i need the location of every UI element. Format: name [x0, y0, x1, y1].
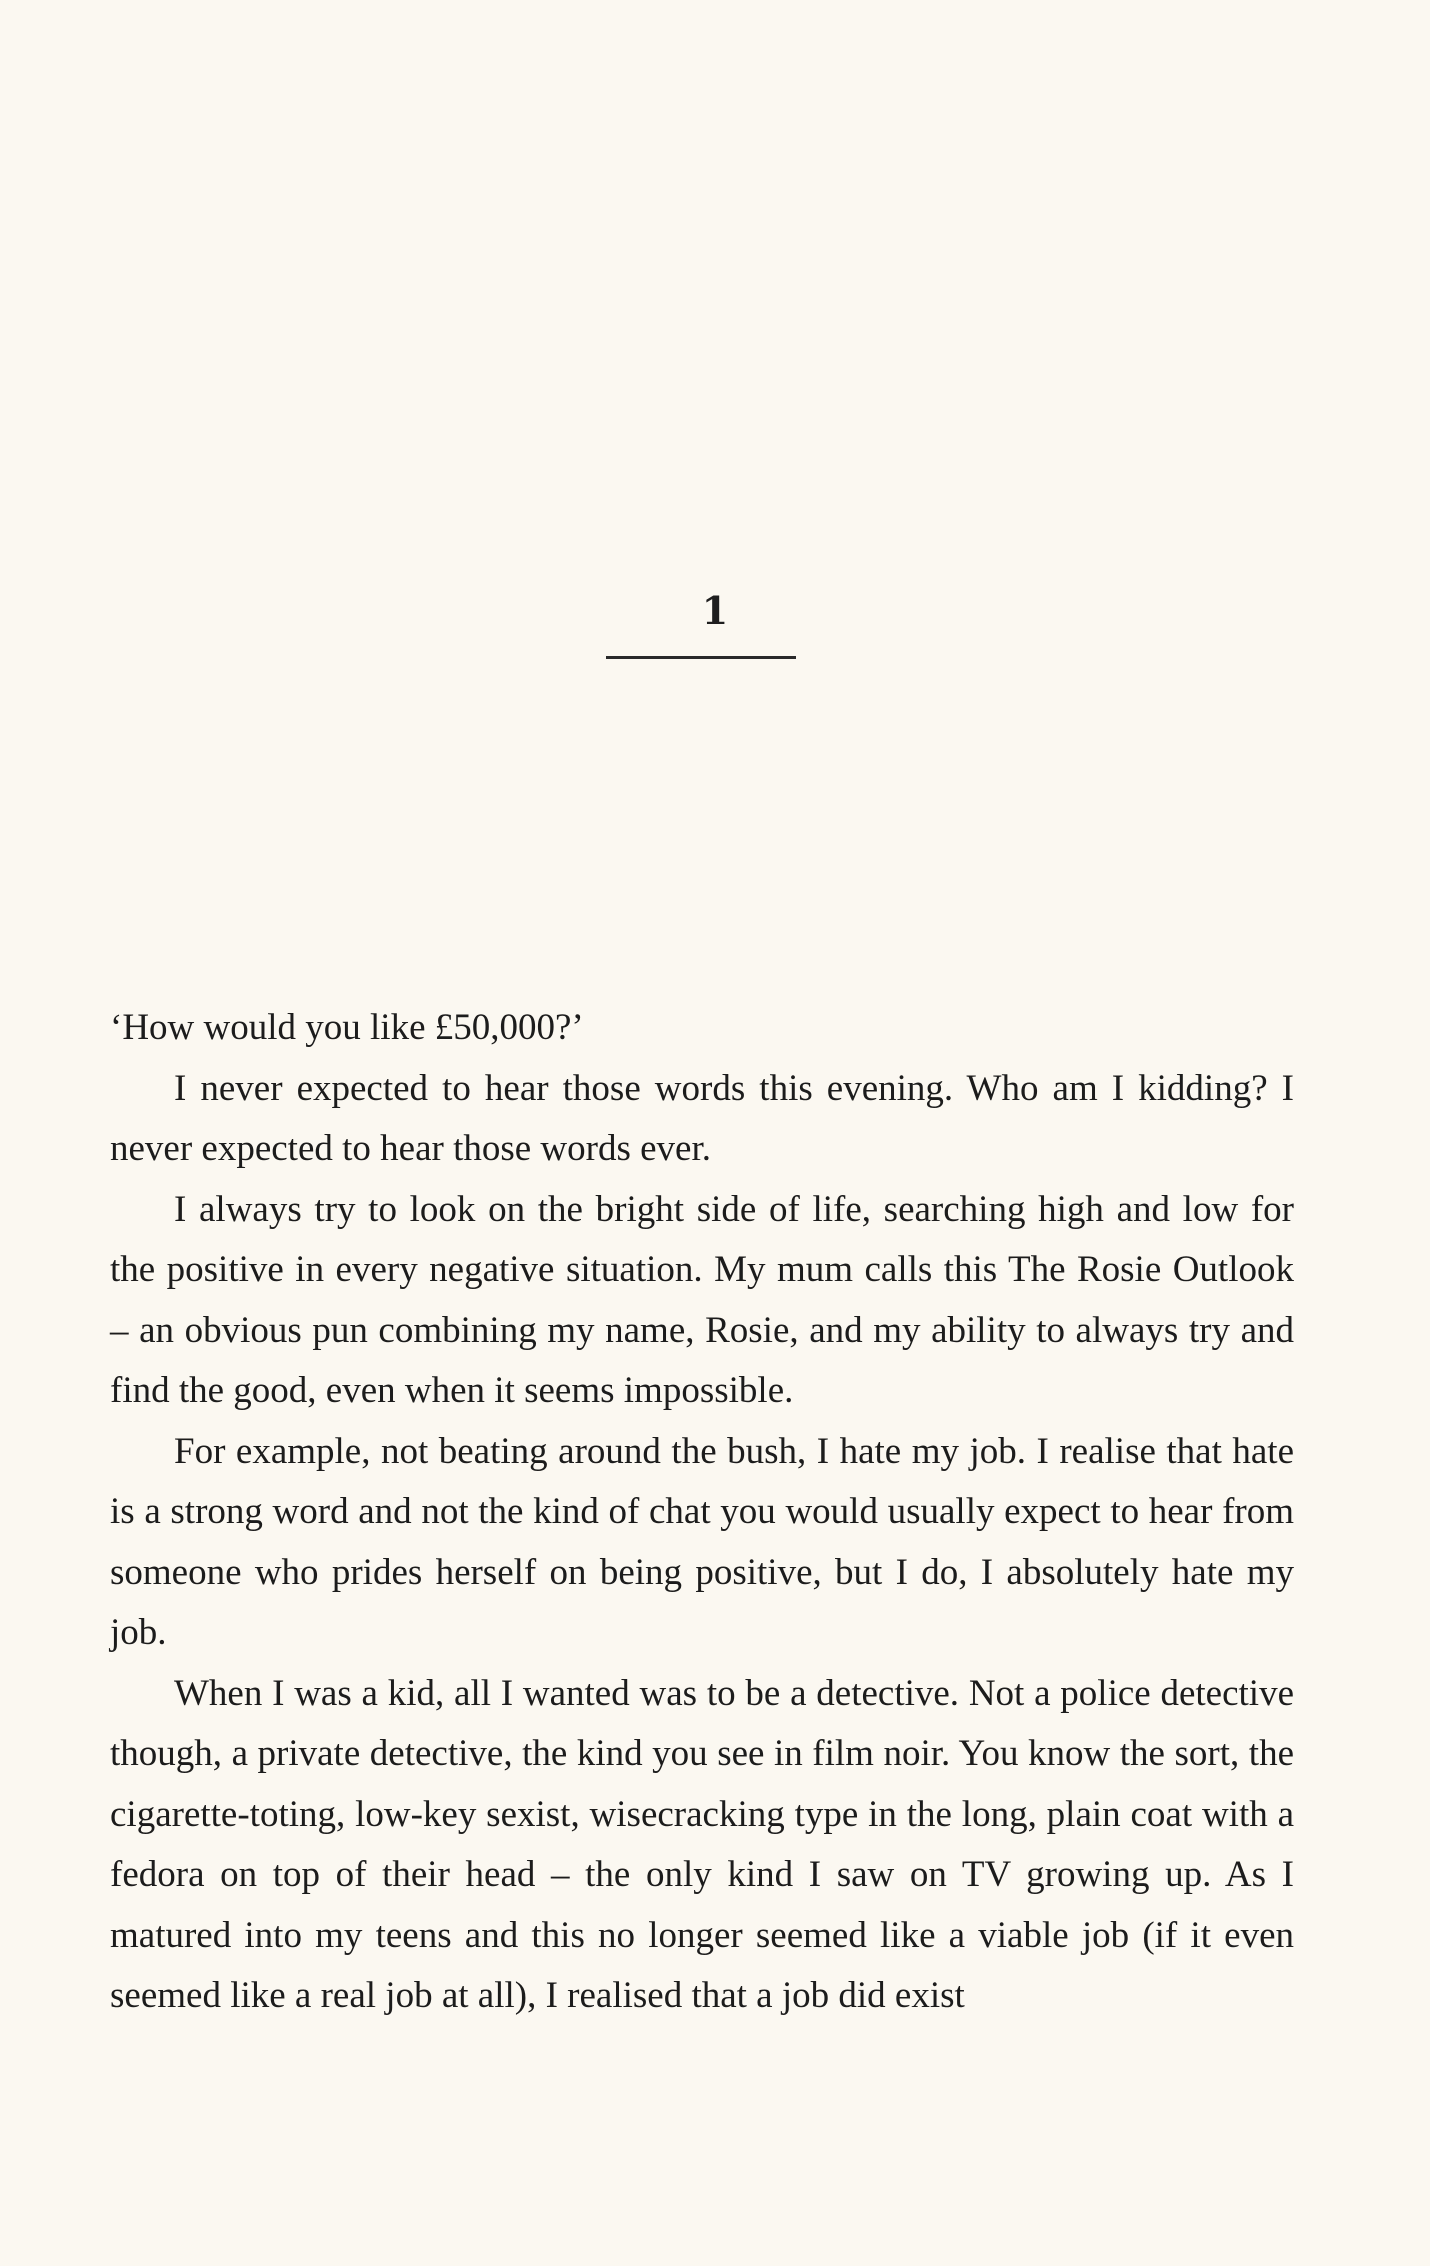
- chapter-number: 1: [701, 588, 729, 633]
- paragraph: I always try to look on the bright side of life, searching high and low for the positive in every negative situation. My mum calls this The Rosie Outlook – an obvious pun combining my name, Rosie, and my ability to always try and find the good, even when it seems impossible.: [110, 1188, 1294, 1411]
- paragraph: I never expected to hear those words this evening. Who am I kidding? I never expected to hear those words ever.: [110, 1067, 1294, 1169]
- paragraph: When I was a kid, all I wanted was to be a detective. Not a police detective though, a private detective, the kind you see in film noir. You know the sort, the cigarette-toting, low-key sexist, wisecracking type in the long, plain coat with a fedora on top of their head – the only kind I saw on TV growing up. As I matured into my teens and this no longer seemed like a viable job (if it even seemed like a real job at all), I realised that a job did exist: [110, 1672, 1294, 2016]
- paragraph-opening-line: ‘How would you like £50,000?’: [110, 1007, 584, 1048]
- chapter-rule: [606, 656, 796, 659]
- paragraph: For example, not beating around the bush, I hate my job. I realise that hate is a strong word and not the kind of chat you would usually expect to hear from someone who prides herself on being positive, but I do, I absolutely hate my job.: [110, 1430, 1294, 1653]
- chapter-body: [110, 998, 1294, 2027]
